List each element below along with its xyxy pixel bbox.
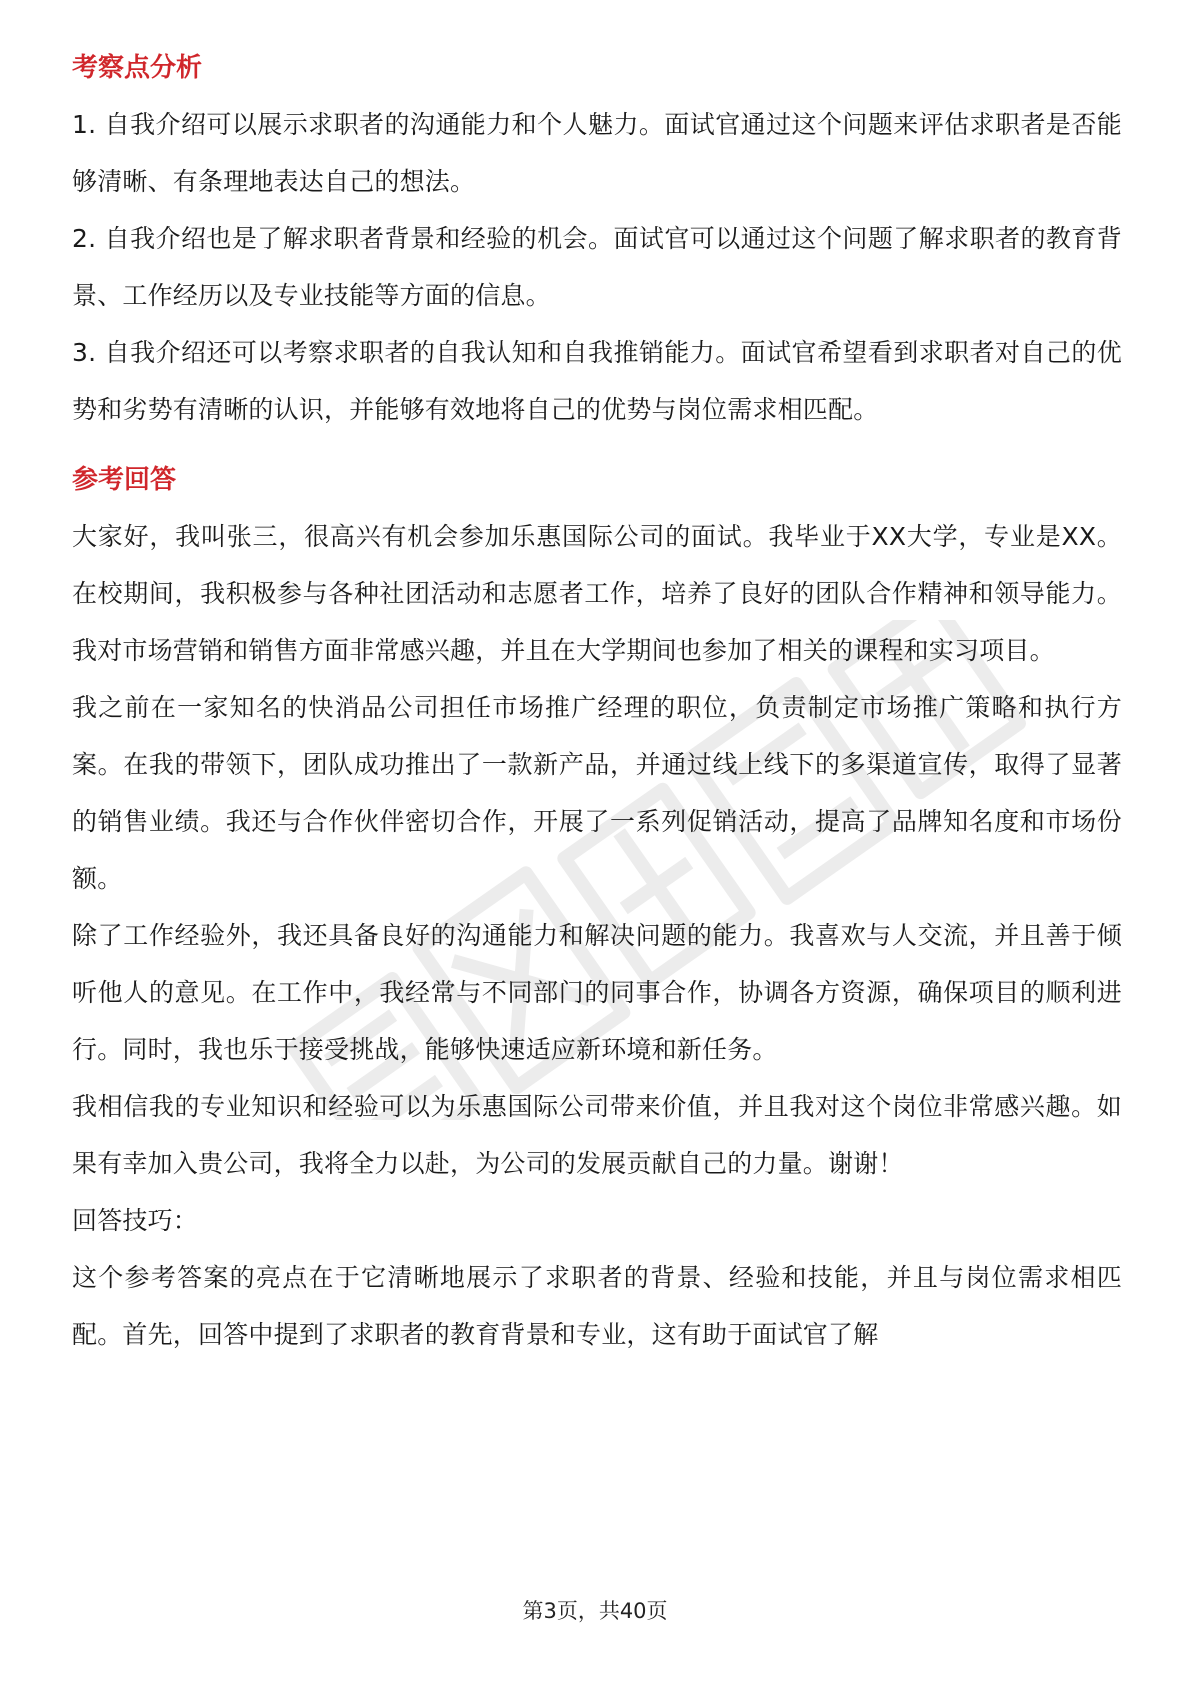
analysis-paragraph: 2. 自我介绍也是了解求职者背景和经验的机会。面试官可以通过这个问题了解求职者的教育背景、工作经历以及专业技能等方面的信息。: [72, 224, 1122, 310]
answer-paragraph: 除了工作经验外，我还具备良好的沟通能力和解决问题的能力。我喜欢与人交流，并且善于倾听他人的意见。在工作中，我经常与不同部门的同事合作，协调各方资源，确保项目的顺利进行。同时，我也乐于接受挑战，能够快速适应新环境和新任务。: [72, 921, 1122, 1064]
page-number: 第3页，共40页: [522, 1599, 668, 1623]
section-heading-analysis: 考察点分析: [72, 53, 203, 83]
analysis-paragraph: 1. 自我介绍可以展示求职者的沟通能力和个人魅力。面试官通过这个问题来评估求职者是否能够清晰、有条理地表达自己的想法。: [72, 110, 1122, 196]
answer-paragraph: 我相信我的专业知识和经验可以为乐惠国际公司带来价值，并且我对这个岗位非常感兴趣。如果有幸加入贵公司，我将全力以赴，为公司的发展贡献自己的力量。谢谢！: [72, 1092, 1122, 1178]
answer-paragraph: 大家好，我叫张三，很高兴有机会参加乐惠国际公司的面试。我毕业于XX大学，专业是XX。在校期间，我积极参与各种社团活动和志愿者工作，培养了良好的团队合作精神和领导能力。我对市场营销和销售方面非常感兴趣，并且在大学期间也参加了相关的课程和实习项目。: [72, 522, 1122, 665]
analysis-paragraph: 3. 自我介绍还可以考察求职者的自我认知和自我推销能力。面试官希望看到求职者对自己的优势和劣势有清晰的认识，并能够有效地将自己的优势与岗位需求相匹配。: [72, 338, 1122, 424]
answer-paragraph: 我之前在一家知名的快消品公司担任市场推广经理的职位，负责制定市场推广策略和执行方案。在我的带领下，团队成功推出了一款新产品，并通过线上线下的多渠道宣传，取得了显著的销售业绩。我还与合作伙伴密切合作，开展了一系列促销活动，提高了品牌知名度和市场份额。: [72, 693, 1122, 893]
tips-paragraph: 这个参考答案的亮点在于它清晰地展示了求职者的背景、经验和技能，并且与岗位需求相匹配。首先，回答中提到了求职者的教育背景和专业，这有助于面试官了解: [72, 1263, 1122, 1349]
section-heading-reference-answer: 参考回答: [72, 465, 177, 495]
tips-label: 回答技巧：: [72, 1206, 199, 1235]
document-page: [72, 46, 1122, 1363]
